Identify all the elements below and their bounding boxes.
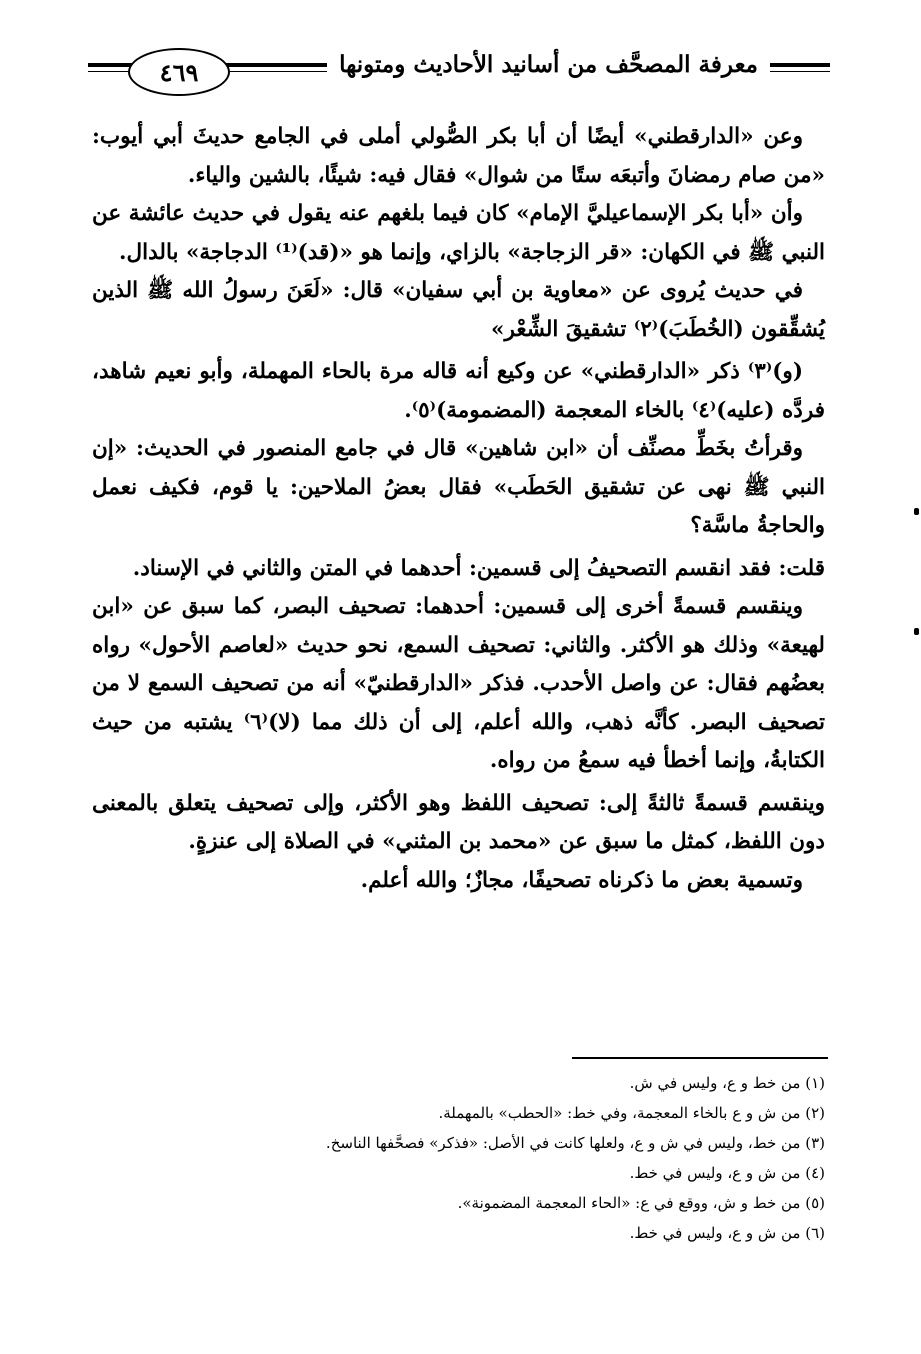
paragraph: وتسمية بعض ما ذكرناه تصحيفًا، مجازٌ؛ والله أعلم. xyxy=(360,867,803,893)
main-text xyxy=(92,118,825,900)
scan-mark xyxy=(914,628,919,635)
footnote: (٣) من خط، وليس في ش و ع، ولعلها كانت في الأصل: «فذكر» فصحَّفها الناسخ. xyxy=(325,1134,825,1152)
footnote: (١) من خط و ع، وليس في ش. xyxy=(629,1074,825,1092)
footnote: (٢) من ش و ع بالخاء المعجمة، وفي خط: «الحطب» بالمهملة. xyxy=(438,1104,825,1122)
footnote: (٤) من ش و ع، وليس في خط. xyxy=(629,1164,825,1182)
footnote: (٦) من ش و ع، وليس في خط. xyxy=(629,1224,825,1242)
paragraph: قلت: فقد انقسم التصحيفُ إلى قسمين: أحدهما في المتن والثاني في الإسناد. xyxy=(132,555,825,581)
paragraph: في حديث يُروى عن «معاوية بن أبي سفيان» قال: «لَعَنَ رسولُ الله ﷺ الذين يُشقِّقون (الخُطَبَ)⁽٢⁾ تشقيقَ الشِّعْر» xyxy=(92,278,825,342)
paragraph: وينقسم قسمةً ثالثةً إلى: تصحيف اللفظ وهو الأكثر، وإلى تصحيف يتعلق بالمعنى دون اللفظ، كمثل ما سبق عن «محمد بن المثني» في الصلاة إلى عنزةٍ. xyxy=(92,790,825,854)
paragraph: وقرأتُ بخَطِّ مصنِّف أن «ابن شاهين» قال في جامع المنصور في الحديث: «إن النبي ﷺ نهى عن تشقيق الحَطَب» فقال بعضُ الملاحين: يا قوم، فكيف نعمل والحاجةُ ماسَّة؟ xyxy=(92,436,825,538)
scan-mark xyxy=(914,508,919,515)
page-header xyxy=(88,30,830,108)
running-title: معرفة المصحَّف من أسانيد الأحاديث ومتونها xyxy=(327,51,770,78)
paragraph: وينقسم قسمةً أخرى إلى قسمين: أحدهما: تصحيف البصر، كما سبق عن «ابن لهيعة» وذلك هو الأكثر. والثاني: تصحيف السمع، نحو حديث «لعاصم الأحول» رواه بعضُهم فقال: عن واصل الأحدب. فذكر «الدارقطنيّ» أنه من تصحيف السمع لا من تصحيف البصر. كأنَّه ذهب، والله أعلم، إلى أن ذلك مما (لا)⁽٦⁾ يشتبه من حيث الكتابةُ، وإنما أخطأ فيه سمعُ من رواه. xyxy=(92,594,825,773)
paragraph: وعن «الدارقطني» أيضًا أن أبا بكر الصُّولي أملى في الجامع حديثَ أبي أيوب: «من صام رمضانَ وأتبعَه ستًا من شوال» فقال فيه: شيئًا، بالشين والياء. xyxy=(92,124,825,188)
paragraph: وأن «أبا بكر الإسماعيليَّ الإمام» كان فيما بلغهم عنه يقول في حديث عائشة عن النبي ﷺ في الكهان: «قر الزجاجة» بالزاي، وإنما هو «(قد)⁽¹⁾ الدجاجة» بالدال. xyxy=(92,201,825,265)
paragraph: (و)⁽٣⁾ ذكر «الدارقطني» عن وكيع أنه قاله مرة بالحاء المهملة، وأبو نعيم شاهد، فردَّه (عليه)⁽٤⁾ بالخاء المعجمة (المضمومة)⁽٥⁾. xyxy=(92,359,825,423)
footnote-separator xyxy=(572,1057,828,1059)
footnotes xyxy=(92,1068,825,1248)
page-number: ٤٦٩ xyxy=(128,48,230,96)
footnote: (٥) من خط و ش، ووقع في ع: «الحاء المعجمة المضمونة». xyxy=(457,1194,825,1212)
